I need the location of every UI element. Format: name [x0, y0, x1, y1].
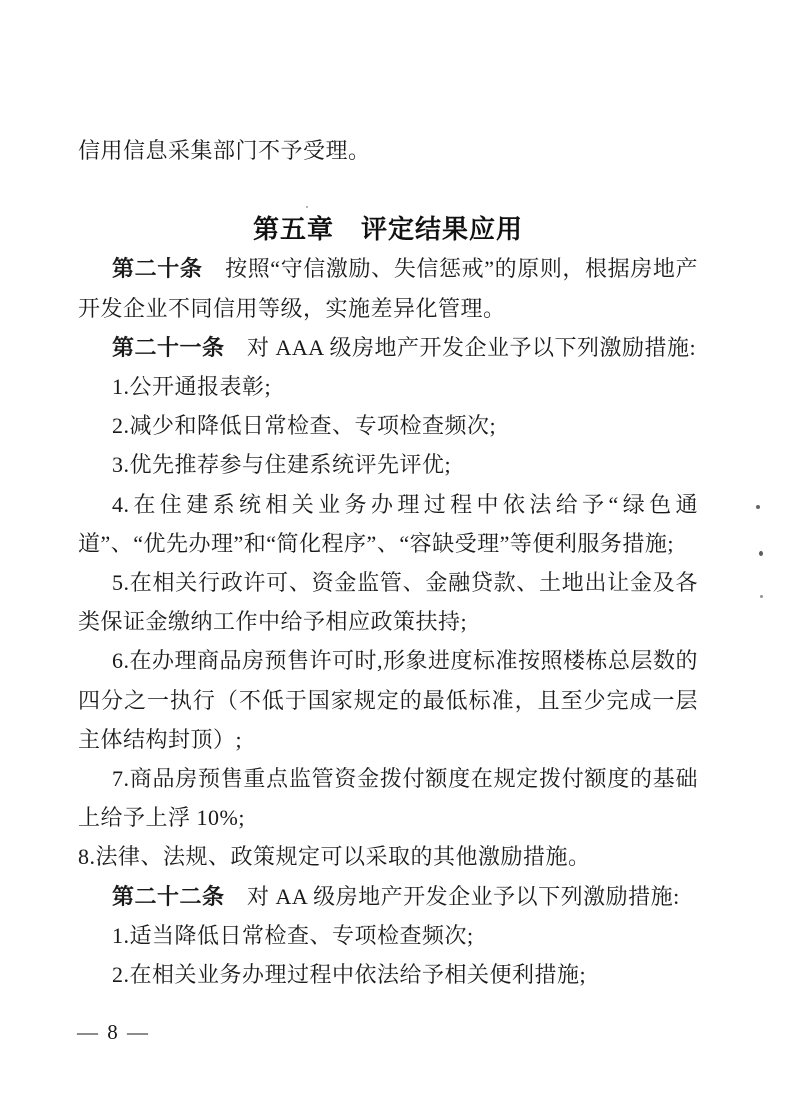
article-22-paragraph: [78, 877, 698, 916]
list-item-1: 1.公开通报表彰;: [112, 374, 272, 400]
article-21-lead: 第二十一条: [112, 334, 225, 360]
paragraph-continuation: 信用信息采集部门不予受理。: [78, 138, 371, 163]
article-21-paragraph: [78, 328, 698, 367]
chapter-heading: 第五章 评定结果应用: [252, 214, 523, 245]
document-body: [78, 131, 698, 994]
scan-speck: [760, 595, 763, 598]
article-22-text: 对 AA 级房地产开发企业予以下列激励措施:: [224, 883, 680, 909]
list-item-2b: 2.在相关业务办理过程中依法给予相关便利措施;: [112, 962, 587, 988]
list-item-1b: 1.适当降低日常检查、专项检查频次;: [112, 922, 474, 948]
article-21-text: 对 AAA 级房地产开发企业予以下列激励措施:: [224, 334, 697, 360]
list-item-4: 4.在住建系统相关业务办理过程中依法给予“绿色通道”、“优先办理”和“简化程序”、“容缺受理”等便利服务措施;: [78, 491, 698, 556]
scan-speck: [759, 551, 763, 556]
article-20-paragraph: [78, 249, 698, 327]
article-22-lead: 第二十二条: [112, 883, 225, 909]
article-20-text: 按照“守信激励、失信惩戒”的原则，根据房地产开发企业不同信用等级，实施差异化管理。: [78, 256, 698, 321]
list-item-3: 3.优先推荐参与住建系统评先评优;: [112, 452, 452, 478]
list-item-6: 6.在办理商品房预售许可时,形象进度标准按照楼栋总层数的四分之一执行（不低于国家规定的最低标准，且至少完成一层主体结构封顶）;: [78, 648, 699, 752]
list-item-8: 8.法律、法规、政策规定可以采取的其他激励措施。: [78, 844, 591, 870]
list-item-7: 7.商品房预售重点监管资金拨付额度在规定拨付额度的基础上给予上浮 10%;: [78, 766, 698, 831]
list-item-2: 2.减少和降低日常检查、专项检查频次;: [112, 413, 497, 439]
page-number: — 8 —: [77, 1020, 150, 1044]
scan-speck: [756, 505, 760, 509]
list-item-5: 5.在相关行政许可、资金监管、金融贷款、土地出让金及各类保证金缴纳工作中给予相应政策扶持;: [78, 570, 698, 635]
article-20-lead: 第二十条: [112, 256, 203, 282]
scan-speck: [306, 206, 308, 208]
